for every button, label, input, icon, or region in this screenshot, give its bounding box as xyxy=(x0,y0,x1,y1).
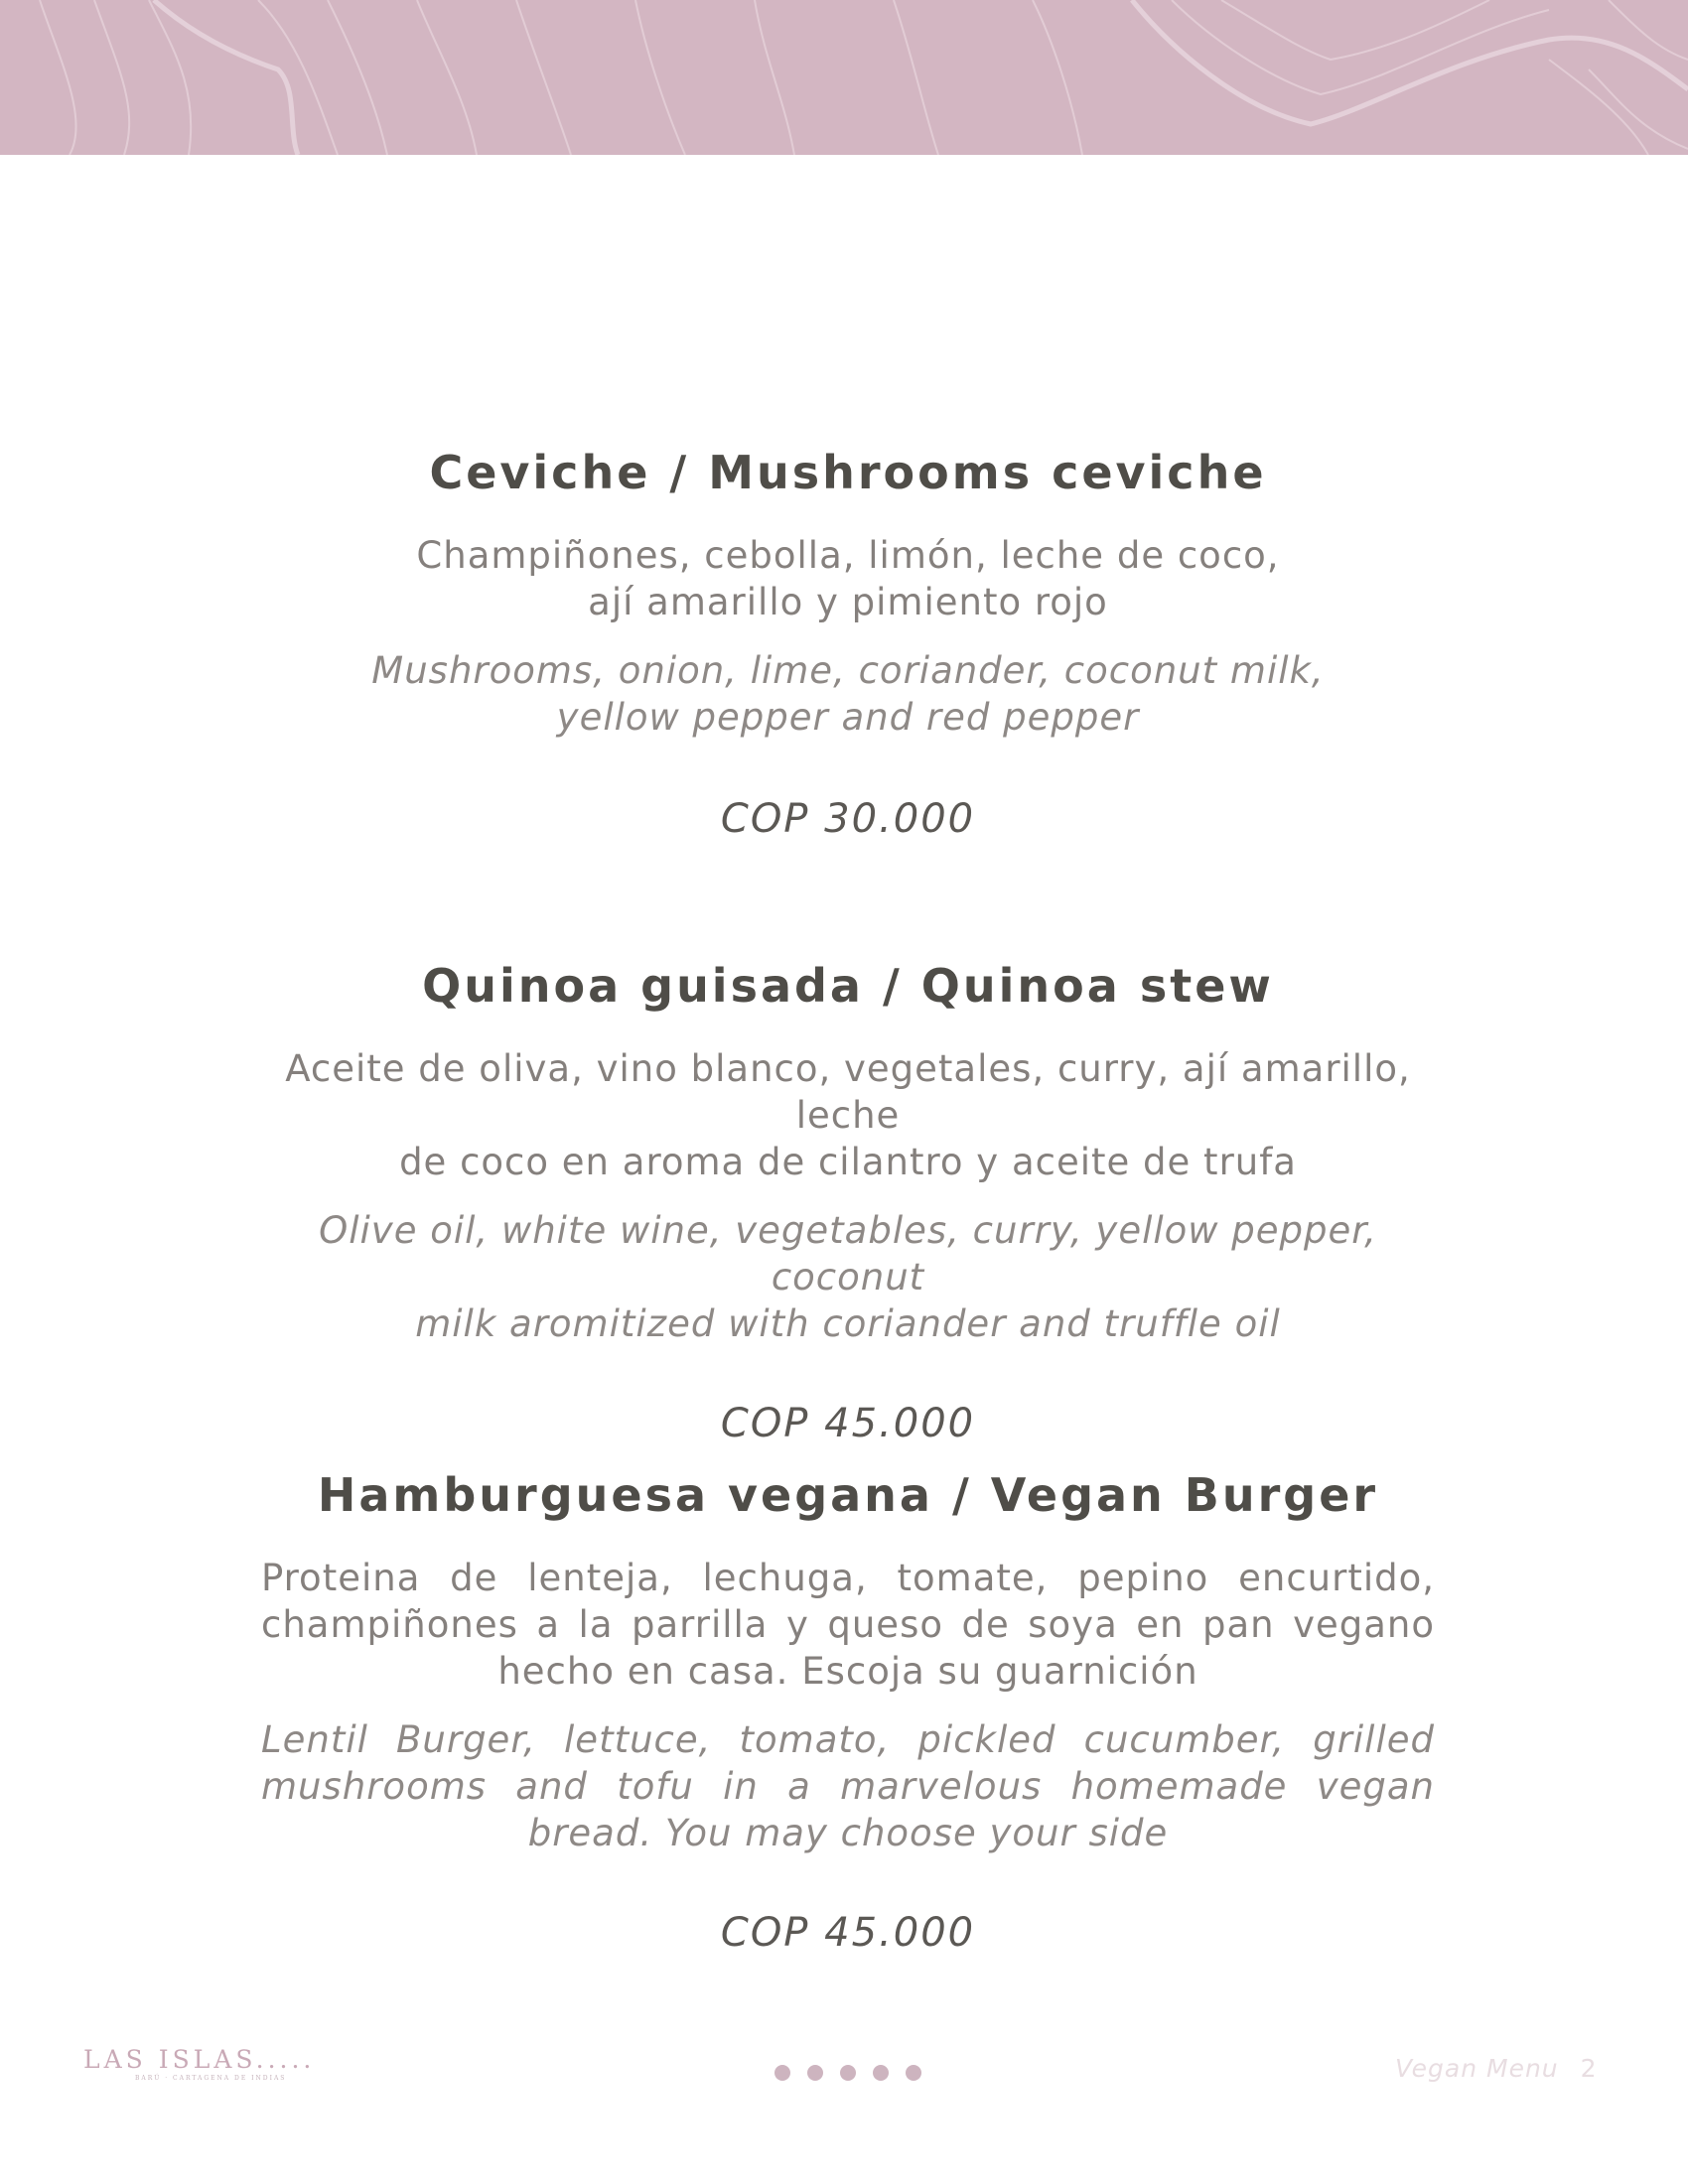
dish-description-es-line: de coco en aroma de cilantro y aceite de trufa xyxy=(399,1141,1297,1183)
dish-title: Quinoa guisada / Quinoa stew xyxy=(422,959,1274,1013)
dish-price: COP 45.000 xyxy=(720,1910,976,1956)
page-dot xyxy=(774,2065,790,2081)
menu-item-vegan-burger xyxy=(261,1465,1435,1958)
logo-text: LAS ISLAS..... xyxy=(83,2045,316,2074)
header-banner xyxy=(0,0,1688,155)
dish-title: Ceviche / Mushrooms ceviche xyxy=(429,446,1267,499)
dish-description-en-line: milk aromitized with coriander and truffle oil xyxy=(415,1302,1281,1345)
page-dot xyxy=(873,2065,889,2081)
dish-description-es-line: Champiñones, cebolla, limón, leche de coco, xyxy=(416,534,1280,577)
page-dot xyxy=(807,2065,823,2081)
restaurant-logo xyxy=(83,2045,315,2082)
section-name: Vegan Menu xyxy=(1395,2054,1559,2083)
dish-price: COP 30.000 xyxy=(720,796,976,842)
logo-subtitle: BARÚ · CARTAGENA DE INDIAS xyxy=(135,2075,287,2082)
dish-price: COP 45.000 xyxy=(720,1401,976,1446)
dish-description-en-line: Olive oil, white wine, vegetables, curry, yellow pepper, coconut xyxy=(319,1209,1377,1298)
dish-description-es: Proteina de lenteja, lechuga, tomate, pepino encurtido, champiñones a la parrilla y queso de soya en pan vegano hecho en casa. Escoja su guarnición xyxy=(261,1557,1435,1693)
menu-item-ceviche xyxy=(261,443,1435,844)
dish-description-en: Lentil Burger, lettuce, tomato, pickled cucumber, grilled mushrooms and tofu in a marvelous homemade vegan bread. You may choose your side xyxy=(261,1718,1435,1854)
dish-description-en-line: Mushrooms, onion, lime, coriander, coconut milk, xyxy=(371,649,1325,692)
menu-item-quinoa-stew xyxy=(261,956,1435,1448)
page-dot xyxy=(906,2065,921,2081)
dish-description-en-line: yellow pepper and red pepper xyxy=(556,696,1140,739)
dish-title: Hamburguesa vegana / Vegan Burger xyxy=(317,1468,1379,1522)
dish-description-es-line: ají amarillo y pimiento rojo xyxy=(588,581,1108,623)
dish-description-es-line: Aceite de oliva, vino blanco, vegetales, curry, ají amarillo, leche xyxy=(285,1047,1411,1137)
topographic-pattern xyxy=(0,0,1688,155)
page-dot xyxy=(840,2065,856,2081)
page-dots xyxy=(774,2065,921,2081)
page-number: 2 xyxy=(1580,2054,1598,2083)
page-footer-label xyxy=(1395,2054,1598,2083)
